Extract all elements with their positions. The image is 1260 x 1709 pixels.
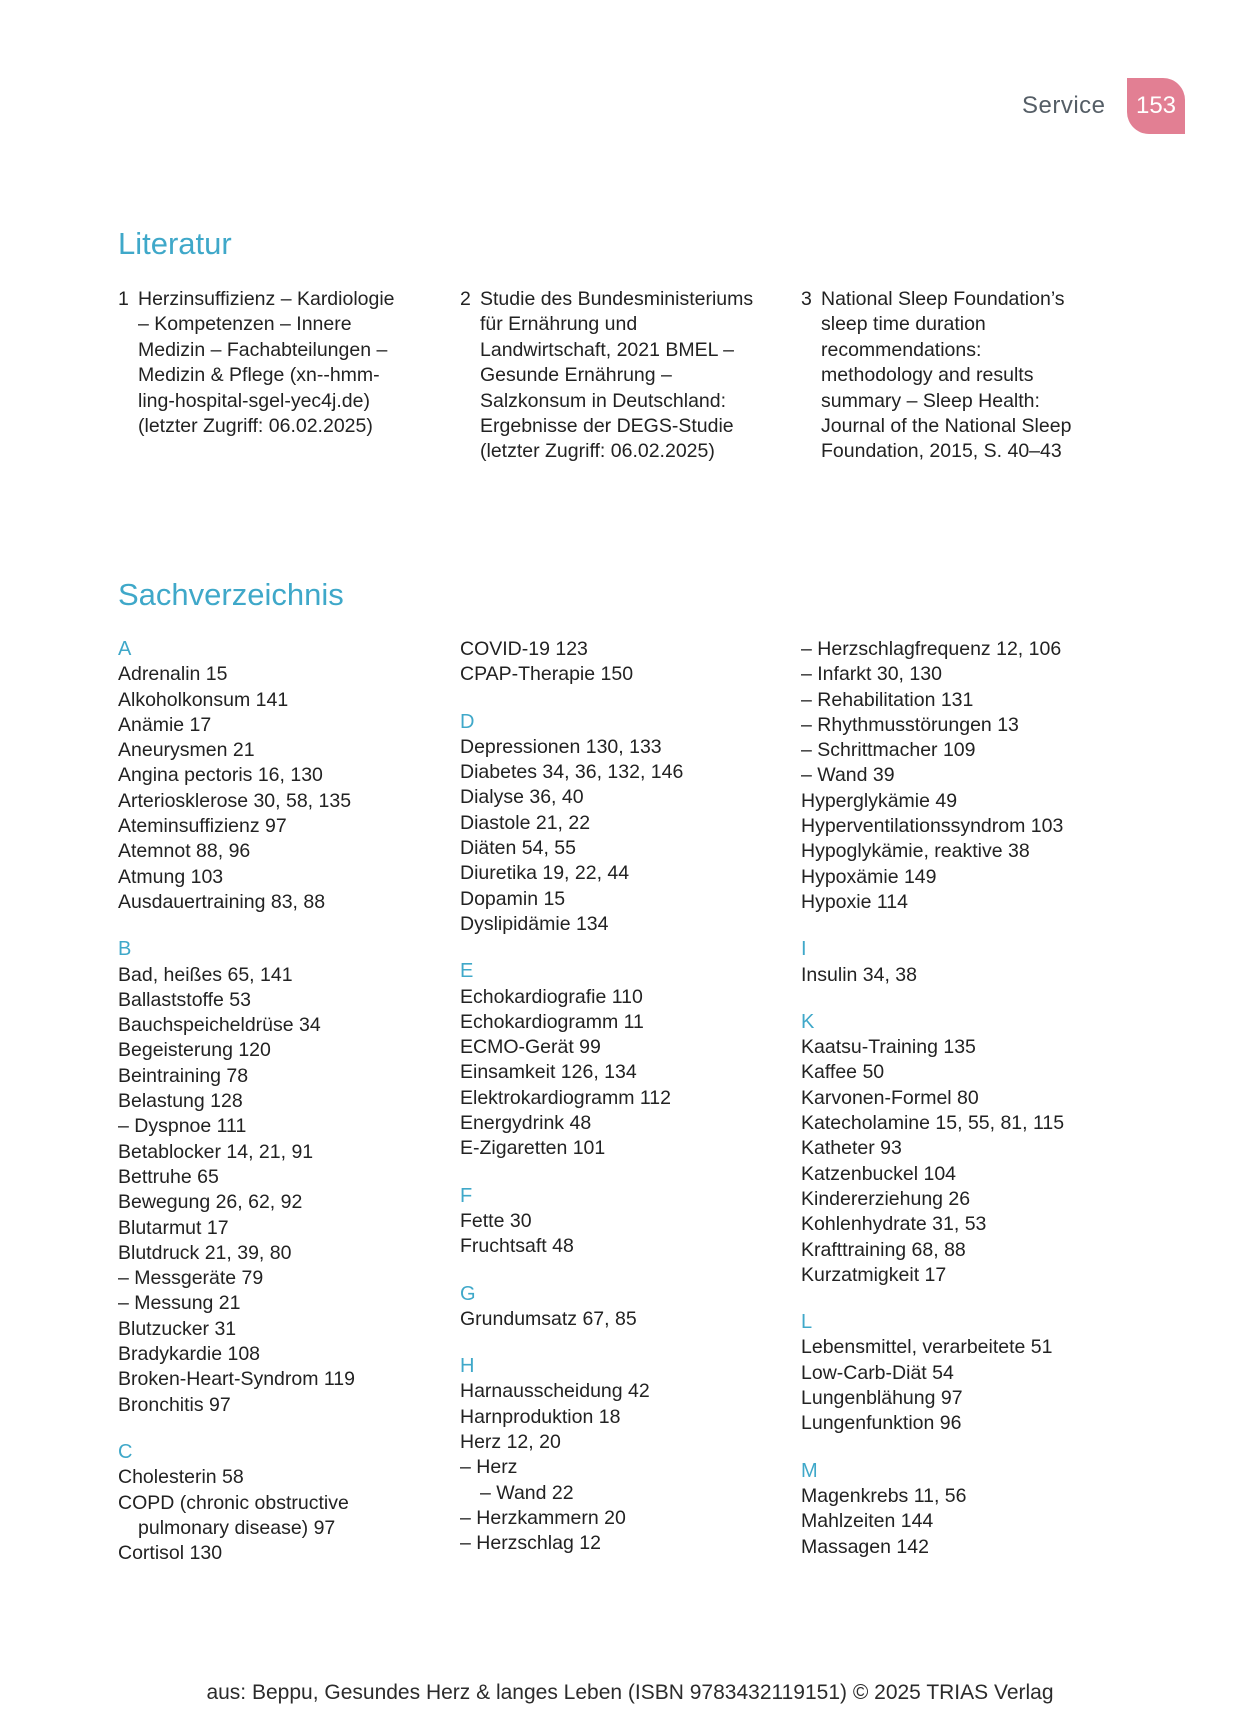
index-entry: COPD (chronic obstructive pulmonary disease) 97 [118,1491,349,1539]
index-entry: Depressionen 130, 133 [460,735,662,758]
index-letter: M [801,1459,818,1482]
reference-number: 3 [801,288,812,310]
index-entry: Katecholamine 15, 55, 81, 115 [801,1112,1065,1135]
index-entry: – Wand 39 [801,764,895,787]
index-entry: Betablocker 14, 21, 91 [118,1140,314,1163]
index-subsubentry: – Wand 22 [480,1481,574,1504]
index-entry: – Messgeräte 79 [118,1267,264,1290]
index-group-c [118,1440,448,1566]
index-entry: Dialyse 36, 40 [460,786,584,809]
index-letter: C [118,1440,133,1463]
index-entry: Magenkrebs 11, 56 [801,1484,967,1507]
reference-text: National Sleep Foundation’s sleep time duration recommendations: methodology and results summary – Sleep Health: Journal of the National Sleep Foundation, 2015, S. 40–43 [821,288,1072,463]
index-entry: Broken-Heart-Syndrom 119 [118,1368,355,1391]
index-entry: Lungenblähung 97 [801,1387,963,1410]
index-entry: – Rhythmusstörungen 13 [801,713,1019,736]
index-entry: Hypoxämie 149 [801,865,937,888]
index-entry: Einsamkeit 126, 134 [460,1061,637,1084]
reference-1 [118,287,408,439]
index-entry: Diuretika 19, 22, 44 [460,862,630,885]
index-entry: Cholesterin 58 [118,1466,244,1489]
index-entry: Massagen 142 [801,1535,929,1558]
index-group-f [460,1184,790,1260]
index-entry: Karvonen-Formel 80 [801,1086,979,1109]
index-column-2 [460,637,790,1579]
index-letter: I [801,938,807,961]
index-subentry: – Herz [460,1456,518,1479]
index-group-d [460,710,790,938]
index-subentry: – Herzkammern 20 [460,1506,626,1529]
index-entry: Belastung 128 [118,1090,243,1113]
index-entry: Kaatsu-Training 135 [801,1036,976,1059]
index-entry: Lebensmittel, verarbeitete 51 [801,1336,1053,1359]
reference-text: Studie des Bundesministeriums für Ernährung und Landwirtschaft, 2021 BMEL – Gesunde Ernährung – Salzkonsum in Deutschland: Ergebnisse der DEGS-Studie (letzter Zugriff: 06.02.2025) [480,288,754,463]
index-entry: Echokardiogramm 11 [460,1010,644,1033]
index-entry: Bewegung 26, 62, 92 [118,1191,303,1214]
index-entry: Angina pectoris 16, 130 [118,764,323,787]
index-entry: Bronchitis 97 [118,1393,231,1416]
index-entry: – Messung 21 [118,1292,241,1315]
reference-2 [460,287,755,465]
index-entry: Kindererziehung 26 [801,1187,971,1210]
index-entry: Ausdauertraining 83, 88 [118,890,326,913]
index-entry: Bad, heißes 65, 141 [118,963,293,986]
index-group-h [460,1354,790,1556]
index-entry: E-Zigaretten 101 [460,1137,606,1160]
index-letter: F [460,1184,473,1207]
reference-text: Herzinsuffizienz – Kardiologie – Kompetenzen – Innere Medizin – Fachabteilungen – Medizin & Pflege (xn--hmmling-hospital-sgel-yec4j.de) (letzter Zugriff: 06.02.2025) [138,288,395,438]
index-entry: Kurzatmigkeit 17 [801,1263,947,1286]
index-entry: Katzenbuckel 104 [801,1162,957,1185]
index-entry: – Rehabilitation 131 [801,688,974,711]
index-entry: Low-Carb-Diät 54 [801,1361,954,1384]
index-entry: Alkoholkonsum 141 [118,688,289,711]
index-entry: Harnproduktion 18 [460,1405,621,1428]
index-letter: B [118,938,132,961]
index-group-k [801,1010,1131,1288]
index-entry: Grundumsatz 67, 85 [460,1307,637,1330]
index-entry: Blutzucker 31 [118,1317,237,1340]
index-group-c-continued [460,637,790,688]
running-header-section: Service [1022,92,1106,119]
index-entry: Herz 12, 20 [460,1431,561,1454]
reference-number: 2 [460,288,471,310]
index-entry: Cortisol 130 [118,1542,223,1565]
index-entry: Mahlzeiten 144 [801,1510,934,1533]
index-entry: Blutarmut 17 [118,1216,229,1239]
index-group-e [460,959,790,1161]
index-entry: Blutdruck 21, 39, 80 [118,1241,292,1264]
index-letter: D [460,710,475,733]
index-entry: Arteriosklerose 30, 58, 135 [118,789,352,812]
index-entry: Kaffee 50 [801,1061,885,1084]
reference-3 [801,287,1091,465]
index-entry: – Herzschlagfrequenz 12, 106 [801,638,1062,660]
index-entry: Begeisterung 120 [118,1039,271,1062]
index-subentry: – Herzschlag 12 [460,1532,601,1555]
index-entry: Diastole 21, 22 [460,811,591,834]
index-letter: H [460,1355,475,1378]
index-entry: Energydrink 48 [460,1112,592,1135]
page-number-badge: 153 [1127,78,1185,134]
index-entry: Hypoglykämie, reaktive 38 [801,840,1030,863]
index-entry: Dopamin 15 [460,887,566,910]
copyright-footer: aus: Beppu, Gesundes Herz & langes Leben (ISBN 9783432119151) © 2025 TRIAS Verlag [206,1681,1054,1704]
index-entry: Atemnot 88, 96 [118,840,251,863]
index-letter: E [460,960,474,983]
index-entry: Hypoxie 114 [801,890,908,913]
index-entry: Bradykardie 108 [118,1343,261,1366]
index-entry: Diäten 54, 55 [460,837,577,860]
index-column-3 [801,637,1131,1582]
sachverzeichnis-title: Sachverzeichnis [118,577,344,612]
index-entry: Bauchspeicheldrüse 34 [118,1014,321,1037]
index-entry: Fruchtsaft 48 [460,1235,574,1258]
index-entry: Hyperglykämie 49 [801,789,958,812]
index-entry: Beintraining 78 [118,1064,249,1087]
index-entry: Echokardiografie 110 [460,985,643,1008]
index-entry: – Schrittmacher 109 [801,739,976,762]
index-entry: Hyperventilationssyndrom 103 [801,815,1064,838]
index-entry: Aneurysmen 21 [118,739,255,762]
index-group-a [118,637,448,915]
index-group-i [801,937,1131,988]
index-entry: Anämie 17 [118,713,212,736]
index-entry: Insulin 34, 38 [801,963,918,986]
reference-number: 1 [118,288,129,310]
index-letter: L [801,1311,813,1334]
index-entry: Lungenfunktion 96 [801,1412,962,1435]
index-letter: A [118,638,132,660]
index-group-g [460,1282,790,1333]
index-entry: Adrenalin 15 [118,663,228,686]
index-entry: – Dyspnoe 111 [118,1115,247,1138]
index-entry: Ballaststoffe 53 [118,988,251,1011]
index-entry: COVID-19 123 [460,638,588,660]
literatur-title: Literatur [118,226,232,261]
index-entry: Kohlenhydrate 31, 53 [801,1213,987,1236]
index-entry: – Infarkt 30, 130 [801,663,942,686]
index-entry: Dyslipidämie 134 [460,912,609,935]
index-entry: ECMO-Gerät 99 [460,1036,601,1059]
index-entry: Atmung 103 [118,865,224,888]
index-entry: CPAP-Therapie 150 [460,663,634,686]
index-group-h-continued [801,637,1131,915]
index-entry: Ateminsuffizienz 97 [118,815,287,838]
index-letter: K [801,1010,815,1033]
index-entry: Fette 30 [460,1209,532,1232]
index-entry: Harnausscheidung 42 [460,1380,650,1403]
index-group-b [118,937,448,1418]
index-letter: G [460,1282,476,1305]
index-entry: Katheter 93 [801,1137,902,1160]
index-entry: Krafttraining 68, 88 [801,1238,966,1261]
index-entry: Elektrokardiogramm 112 [460,1086,671,1109]
index-group-l [801,1310,1131,1436]
index-entry: Diabetes 34, 36, 132, 146 [460,761,684,784]
index-group-m [801,1459,1131,1560]
index-column-1 [118,637,448,1588]
index-entry: Bettruhe 65 [118,1165,219,1188]
